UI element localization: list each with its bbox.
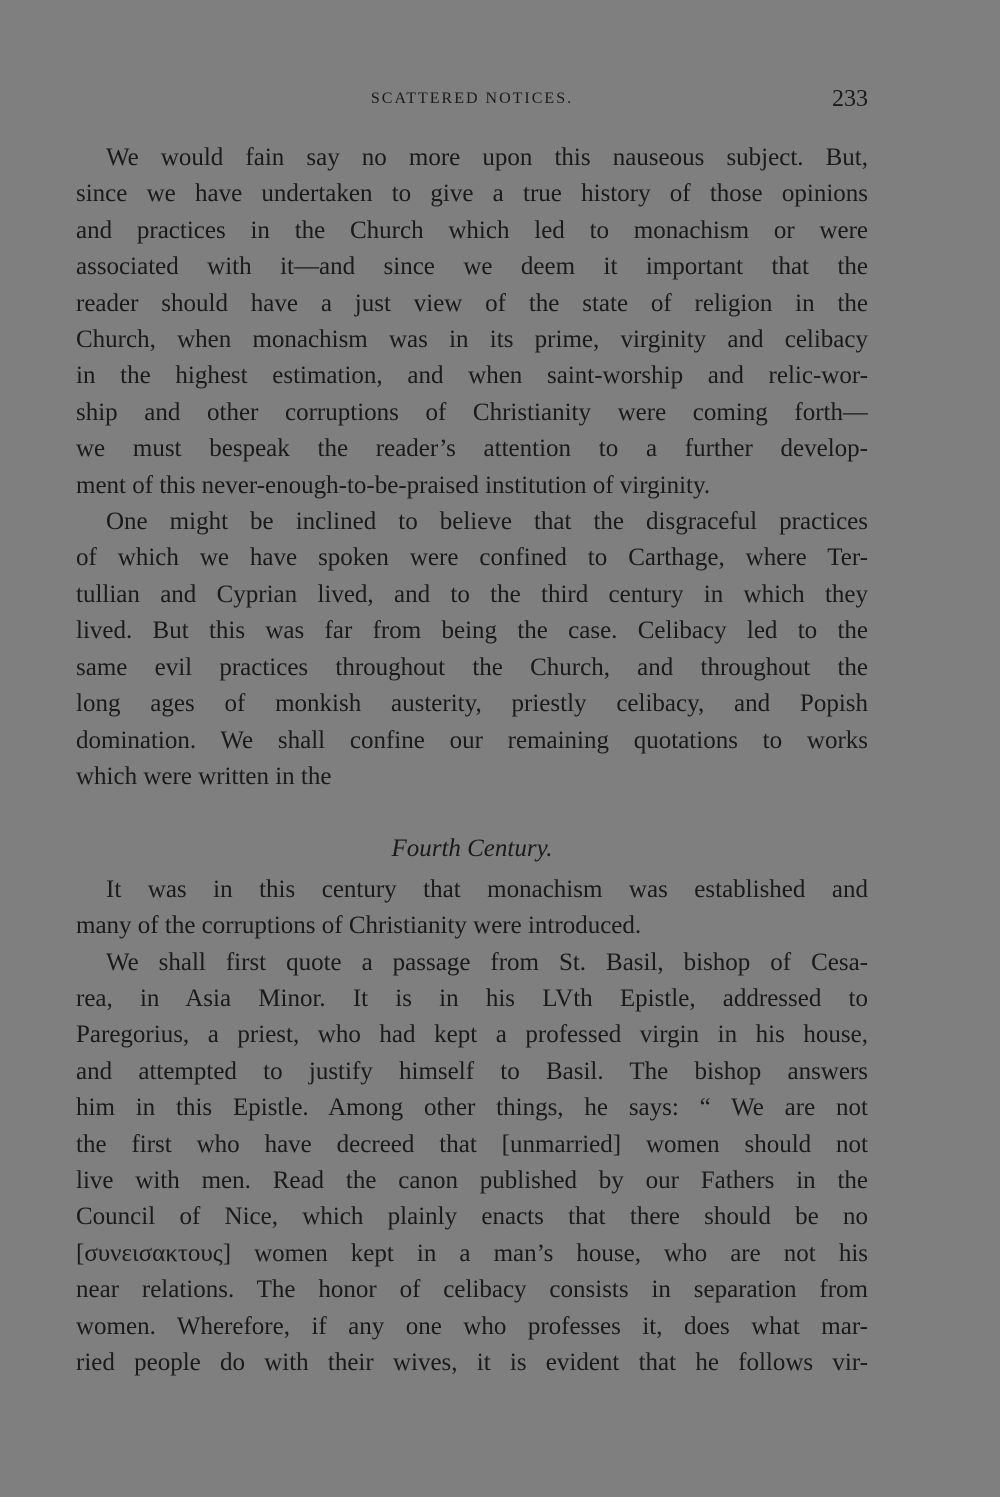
paragraph-4 [76, 945, 868, 1382]
text-line: we must bespeak the reader’s attention to a further develop- [76, 435, 868, 463]
running-head [76, 84, 868, 114]
text-line: and practices in the Church which led to monachism or were [76, 216, 868, 244]
body-text [76, 140, 868, 1381]
text-line: associated with it—and since we deem it important that the [76, 253, 868, 281]
paragraph-3 [76, 872, 868, 945]
text-line: lived. But this was far from being the case. Celibacy led to the [76, 617, 868, 645]
text-line: [συνεισακτους] women kept in a man’s house, who are not his [76, 1239, 868, 1267]
section-heading: Fourth Century. [391, 835, 553, 863]
text-line: We would fain say no more upon this nauseous subject. But, [106, 144, 868, 171]
text-line: the first who have decreed that [unmarried] women should not [76, 1130, 868, 1158]
text-line: since we have undertaken to give a true history of those opinions [76, 180, 868, 208]
text-line: Council of Nice, which plainly enacts that there should be no [76, 1203, 868, 1231]
running-title: SCATTERED NOTICES. [370, 90, 574, 107]
text-line: in the highest estimation, and when saint-worship and relic-wor- [76, 362, 868, 390]
text-line: reader should have a just view of the state of religion in the [76, 289, 868, 317]
text-line: rea, in Asia Minor. It is in his LVth Epistle, addressed to [76, 984, 868, 1012]
text-line: same evil practices throughout the Church, and throughout the [76, 653, 868, 681]
text-line: ment of this never-enough-to-be-praised institution of virginity. [76, 471, 711, 499]
text-line: We shall first quote a passage from St. Basil, bishop of Cesa- [106, 948, 868, 976]
text-line: which were written in the [76, 762, 332, 790]
text-line: of which we have spoken were confined to Carthage, where Ter- [76, 544, 868, 572]
text-line: women. Wherefore, if any one who professes it, does what mar- [76, 1312, 868, 1340]
paragraph-2 [76, 504, 868, 795]
text-line: and attempted to justify himself to Basil. The bishop answers [76, 1057, 868, 1085]
text-line: him in this Epistle. Among other things, he says: “ We are not [76, 1094, 868, 1122]
text-line: Church, when monachism was in its prime, virginity and celibacy [76, 326, 868, 354]
page-number: 233 [832, 86, 868, 112]
text-line: ship and other corruptions of Christianity were coming forth— [76, 398, 868, 426]
text-line: Paregorius, a priest, who had kept a professed virgin in his house, [76, 1021, 868, 1049]
text-line: tullian and Cyprian lived, and to the third century in which they [76, 580, 868, 608]
paragraph-1 [76, 140, 868, 504]
text-line: near relations. The honor of celibacy consists in separation from [76, 1276, 868, 1304]
text-line: live with men. Read the canon published by our Fathers in the [76, 1166, 868, 1194]
text-line: It was in this century that monachism was established and [106, 875, 868, 903]
text-line: ried people do with their wives, it is evident that he follows vir- [76, 1349, 868, 1376]
text-line: domination. We shall confine our remaining quotations to works [76, 726, 868, 754]
text-line: many of the corruptions of Christianity were introduced. [76, 912, 642, 940]
text-line: long ages of monkish austerity, priestly celibacy, and Popish [76, 690, 868, 718]
text-line: One might be inclined to believe that the disgraceful practices [106, 508, 868, 536]
